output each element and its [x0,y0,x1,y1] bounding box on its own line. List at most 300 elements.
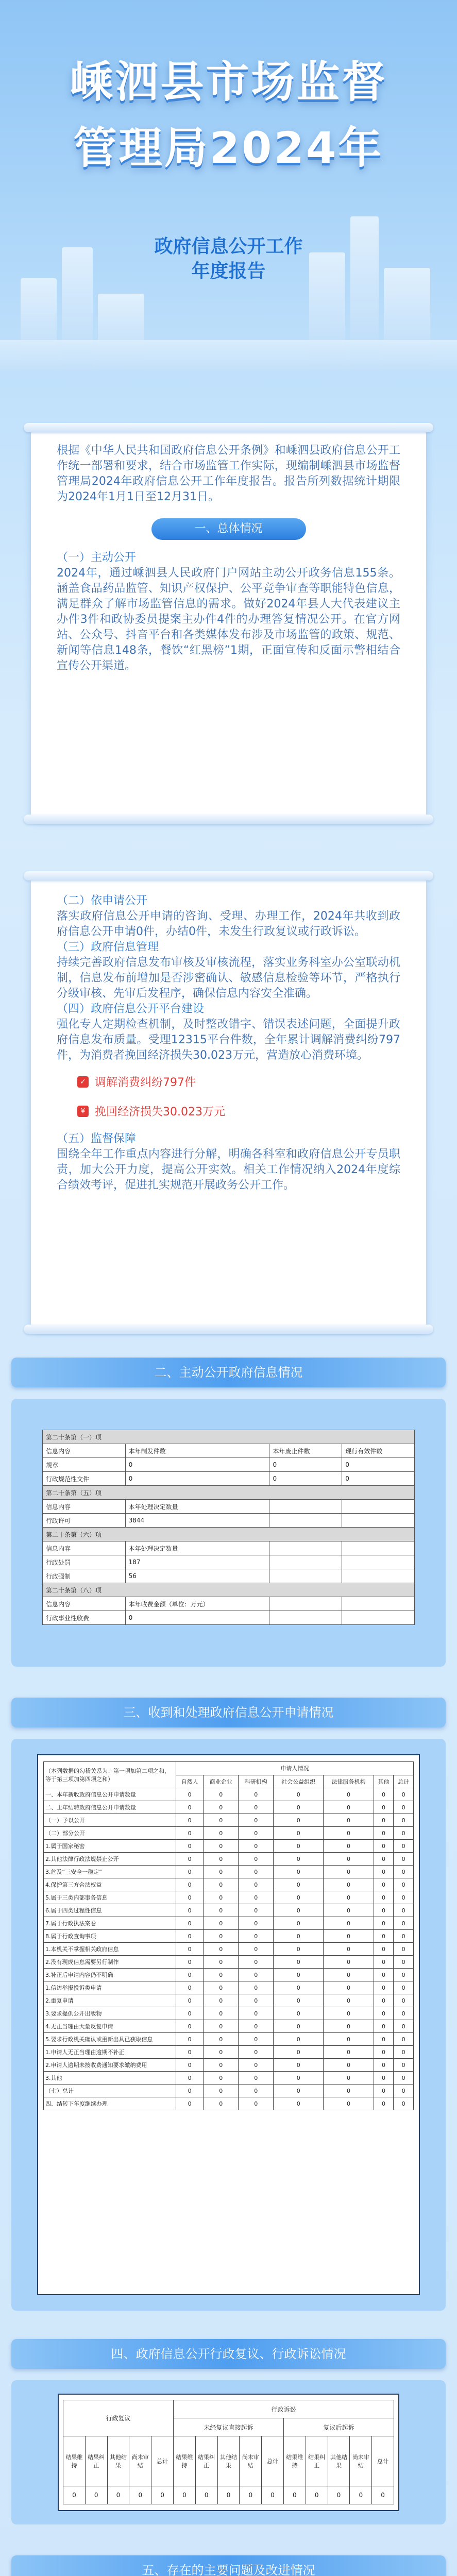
row-label: 3.补正后申请内容仍不明确 [44,1969,176,1981]
column-header: 结果纠正 [195,2436,217,2486]
table-cell: 0 [274,1866,324,1878]
post-review-lawsuit-header: 复议后起诉 [283,2418,394,2436]
row-label: 一、本年新收政府信息公开申请数量 [44,1788,176,1801]
table-cell: 0 [239,2097,274,2110]
table-cell: 0 [274,1827,324,1840]
column-header: 法律服务机构 [324,1775,374,1788]
table-cell: 0 [324,1891,374,1904]
table-cell: 0 [274,1814,324,1827]
column-header: 尚未审结 [350,2436,372,2486]
table-cell: 0 [239,1943,274,1956]
row-label: 1.本机关不掌握相关政府信息 [44,1943,176,1956]
column-header: 总计 [262,2436,284,2486]
column-header: 总计 [394,1775,414,1788]
supervision-heading: （五）监督保障 [57,1132,137,1145]
table-cell: 0 [324,2020,374,2033]
table-cell: 0 [176,1994,204,2007]
table-cell: 0 [394,1853,414,1866]
table-cell: 0 [274,1930,324,1943]
table-cell: 0 [204,2007,239,2020]
table-cell: 0 [274,1917,324,1930]
intro-text: 根据《中华人民共和国政府信息公开条例》和嵊泗县政府信息公开工作统一部署和要求，结合市场监管工作实际，现编制嵊泗县市场监督管理局2024年政府信息公开工作年度报告。报告所列数据统计期限为2024年1月1日至12月31日。 [57,444,400,503]
column-header: 总计 [372,2436,394,2486]
column-header: 总计 [151,2436,174,2486]
table-cell: 0 [239,2084,274,2097]
table-cell: 0 [239,1853,274,1866]
table-cell: 0 [350,2486,372,2504]
row-label: 4.保护第三方合法权益 [44,1878,176,1891]
table-row [43,1514,415,1528]
table-row [43,1569,415,1583]
table-cell: 0 [394,2084,414,2097]
table-cell: 0 [374,2072,394,2084]
table-cell: 0 [324,1994,374,2007]
table-cell [342,1500,415,1514]
table-cell: 0 [125,1472,269,1486]
table-cell: 0 [394,1981,414,1994]
table-cell [269,1500,342,1514]
table-cell [342,1611,415,1625]
table-cell: 0 [204,1904,239,1917]
management-heading: （三）政府信息管理 [57,941,159,954]
table-cell [269,1611,342,1625]
table-cell [342,1569,415,1583]
table-cell: 0 [239,1917,274,1930]
table-cell: 本年收费金额（单位：万元） [125,1597,269,1611]
table-row [43,1611,415,1625]
table-cell: 3844 [125,1514,269,1528]
table-cell: 0 [394,1956,414,1969]
table-cell: 0 [239,1969,274,1981]
table-cell: 0 [274,2084,324,2097]
table-cell: 信息内容 [43,1444,126,1458]
table-cell: 0 [324,1840,374,1853]
table-cell: 0 [324,1917,374,1930]
table-cell: 0 [239,2033,274,2046]
active-disclosure-text: 2024年，通过嵊泗县人民政府门户网站主动公开政务信息155条。涵盖食品药品监管、知识产权保护、公平竞争审查等职能特色信息，满足群众了解市场监管信息的需求。做好2024年县人大代表建议主办件3件和政协委员提案主办件4件的办理答复情况公开。在官方网站、公众号、抖音平台和各类媒体发布涉及市场监管的政策、规范、新闻等信息148条，餐饮“红黑榜”1期，正面宣传和反面示警相结合宣传公开渠道。 [57,567,400,672]
table-cell: 0 [274,1943,324,1956]
table-cell: 0 [274,1969,324,1981]
table-cell: 0 [274,2097,324,2110]
table-cell: 0 [324,2033,374,2046]
table-cell: 0 [394,1969,414,1981]
column-header: 其他 [374,1775,394,1788]
table-cell: 0 [176,2007,204,2020]
table-row [44,1969,414,1981]
table-cell: 0 [176,1840,204,1853]
table-cell [342,1541,415,1555]
table-row [44,1943,414,1956]
table-cell: 0 [394,1814,414,1827]
column-header: 商业企业 [204,1775,239,1788]
table-cell: 0 [324,1866,374,1878]
table-cell: 0 [374,1904,394,1917]
table-cell: 规章 [43,1458,126,1472]
table-cell: 0 [394,1917,414,1930]
table-cell [269,1514,342,1528]
table-cell: 0 [239,1994,274,2007]
table-cell: 0 [342,1458,415,1472]
table-row [44,1866,414,1878]
table-cell: 0 [204,2059,239,2072]
table-cell: 0 [394,1827,414,1840]
table-cell: 0 [374,1891,394,1904]
table-cell: 0 [394,1930,414,1943]
table-header-left: （本列数据的勾稽关系为：第一项加第二项之和，等于第三项加第四项之和） [44,1762,176,1788]
table-row [44,2059,414,2072]
table-cell: 0 [274,1956,324,1969]
review-litigation-panel [11,2380,446,2524]
table-cell: 0 [85,2486,107,2504]
row-label: 四、结转下年度继续办理 [44,2097,176,2110]
table-cell: 0 [324,1853,374,1866]
table-cell [342,1555,415,1569]
table-cell: 0 [204,2033,239,2046]
table-cell: 行政处罚 [43,1555,126,1569]
row-label: 8.属于行政查询事项 [44,1930,176,1943]
table-cell: 0 [239,1840,274,1853]
table-cell: 0 [324,1878,374,1891]
row-label: 3.要求提供公开出版物 [44,2007,176,2020]
table-cell: 信息内容 [43,1541,126,1555]
table-cell: 0 [274,1981,324,1994]
hero-banner [0,0,457,371]
applications-panel [11,1739,446,2311]
row-label: 6.属于四类过程性信息 [44,1904,176,1917]
table-row [43,1597,415,1611]
table-cell: 0 [374,1917,394,1930]
table-cell: 0 [239,2007,274,2020]
table-cell [269,1569,342,1583]
table-row [43,1458,415,1472]
table-header-top: 申请人情况 [176,1762,414,1775]
table-cell: 0 [324,1788,374,1801]
table-cell: 本年制发件数 [125,1444,269,1458]
table-cell: 187 [125,1555,269,1569]
row-label: 2.重复申请 [44,1994,176,2007]
table-cell: 0 [204,1891,239,1904]
column-header: 其他结果 [217,2436,240,2486]
table-cell: 0 [176,1788,204,1801]
table-cell: 0 [374,1956,394,1969]
table-cell: 0 [394,1866,414,1878]
table-cell: 信息内容 [43,1500,126,1514]
table-cell: 0 [239,2072,274,2084]
report-subtitle [0,234,457,284]
table-cell: 0 [274,1994,324,2007]
table-cell: 本年废止件数 [269,1444,342,1458]
table-cell: 0 [173,2486,195,2504]
table-cell: 0 [324,2072,374,2084]
management-text: 持续完善政府信息发布审核及审核流程，落实业务科室办公室联动机制，信息发布前增加是否涉密确认、敏感信息检验等环节，严格执行分级审核、先审后发程序，确保信息内容安全准确。 [57,956,400,1000]
table-cell: 0 [239,2059,274,2072]
table-cell: 0 [239,2046,274,2059]
table-cell: 0 [274,2072,324,2084]
money-icon: ¥ [77,1106,89,1117]
table-cell: 0 [204,1917,239,1930]
section-1-title: 一、总体情况 [151,518,306,540]
table-cell: 0 [274,1840,324,1853]
table-cell: 0 [63,2486,86,2504]
table-cell: 0 [394,2059,414,2072]
table-section-header: 第二十条第（八）项 [43,1583,415,1597]
table-cell: 0 [374,1801,394,1814]
table-cell: 0 [374,2059,394,2072]
table-cell: 0 [374,1827,394,1840]
table-cell: 0 [394,1788,414,1801]
active-disclosure-panel [11,1399,446,1667]
table-row [44,1840,414,1853]
table-cell: 0 [204,1814,239,1827]
table-cell: 0 [204,1981,239,1994]
table-cell [342,1597,415,1611]
title-line-1: 嵊泗县市场监督 [70,57,387,107]
table-cell: 0 [176,1904,204,1917]
table-cell: 0 [274,2007,324,2020]
table-cell: 0 [239,1788,274,1801]
intro-card [31,428,426,819]
table-cell: 0 [204,2072,239,2084]
table-cell: 0 [374,2046,394,2059]
table-cell: 0 [217,2486,240,2504]
table-cell: 0 [324,1930,374,1943]
table-cell: 0 [283,2486,306,2504]
table-cell: 0 [176,1801,204,1814]
table-cell: 0 [374,1969,394,1981]
table-row [44,1827,414,1840]
litigation-group-header: 行政诉讼 [173,2400,394,2418]
table-cell: 0 [176,1814,204,1827]
table-cell: 0 [204,2097,239,2110]
title-line-2: 管理局2024年 [73,123,384,173]
table-cell: 0 [374,1788,394,1801]
table-row [44,2097,414,2110]
active-disclosure-heading: （一）主动公开 [57,551,137,564]
table-cell: 0 [239,1801,274,1814]
table-cell: 0 [394,1878,414,1891]
section-4-title: 四、政府信息公开行政复议、行政诉讼情况 [11,2339,446,2369]
table-cell: 0 [374,1878,394,1891]
table-cell: 0 [240,2486,262,2504]
row-label: （二）部分公开 [44,1827,176,1840]
table-cell: 0 [394,2072,414,2084]
table-row [44,1801,414,1814]
table-cell: 0 [394,1801,414,1814]
row-label: 二、上年结转政府信息公开申请数量 [44,1801,176,1814]
table-row [44,2084,414,2097]
application-heading: （二）依申请公开 [57,894,148,907]
table-cell: 0 [204,1827,239,1840]
table-cell: 0 [262,2486,284,2504]
row-label: （七）总计 [44,2084,176,2097]
table-cell: 0 [324,2084,374,2097]
review-group-header: 行政复议 [63,2400,174,2436]
table-cell: 0 [324,1943,374,1956]
row-label: 5.属于三类内部事务信息 [44,1891,176,1904]
table-cell: 0 [239,2020,274,2033]
table-cell: 行政事业性收费 [43,1611,126,1625]
table-cell: 0 [204,1853,239,1866]
table-cell: 0 [274,1788,324,1801]
table-cell: 0 [176,2033,204,2046]
row-label: 1.属于国家秘密 [44,1840,176,1853]
table-cell: 0 [324,2007,374,2020]
platform-heading: （四）政府信息公开平台建设 [57,1003,205,1015]
column-header: 尚未审结 [240,2436,262,2486]
table-cell: 0 [394,1943,414,1956]
table-cell: 0 [274,2046,324,2059]
table-row [44,1853,414,1866]
table-cell: 0 [274,1878,324,1891]
table-cell: 0 [324,1904,374,1917]
table-cell: 0 [204,1840,239,1853]
table-cell: 0 [239,1814,274,1827]
table-cell: 0 [204,1788,239,1801]
table-cell: 0 [204,2084,239,2097]
table-cell: 0 [176,1956,204,1969]
section-5-title: 五、存在的主要问题及改进情况 [11,2555,446,2576]
table-row [44,1956,414,1969]
table-cell: 0 [324,1956,374,1969]
table-cell: 0 [324,1801,374,1814]
table-cell: 0 [394,2033,414,2046]
table-cell: 0 [176,1981,204,1994]
table-cell: 0 [204,1969,239,1981]
table-cell: 0 [274,1853,324,1866]
table-cell: 0 [306,2486,328,2504]
section-2-title: 二、主动公开政府信息情况 [11,1358,446,1387]
column-header: 结果纠正 [85,2436,107,2486]
section-3-title: 三、收到和处理政府信息公开申请情况 [11,1698,446,1727]
table-row [43,1541,415,1555]
table-cell: 0 [324,2046,374,2059]
table-row [44,2033,414,2046]
table-cell: 0 [176,1969,204,1981]
table-row [44,1981,414,1994]
table-cell: 0 [274,2059,324,2072]
table-row [44,2046,414,2059]
table-cell: 0 [151,2486,174,2504]
table-cell [269,1555,342,1569]
direct-lawsuit-header: 未经复议直接起诉 [173,2418,283,2436]
table-cell: 0 [176,2072,204,2084]
application-text: 落实政府信息公开申请的咨询、受理、办理工作，2024年共收到政府信息公开申请0件，办结0件，未发生行政复议或行政诉讼。 [57,910,400,938]
row-label: 4.无正当理由大量反复申请 [44,2020,176,2033]
table-cell: 0 [107,2486,129,2504]
table-cell: 行政规范性文件 [43,1472,126,1486]
table-cell: 信息内容 [43,1597,126,1611]
subtitle-line-1: 政府信息公开工作 [154,236,303,257]
table-cell: 0 [374,1930,394,1943]
table-cell: 行政许可 [43,1514,126,1528]
column-header: 结果维持 [63,2436,86,2486]
table-cell: 0 [374,2007,394,2020]
table-cell: 0 [328,2486,350,2504]
table-cell: 0 [324,1827,374,1840]
table-cell: 0 [125,1611,269,1625]
table-cell: 0 [239,1981,274,1994]
table-cell: 56 [125,1569,269,1583]
table-cell: 0 [394,2007,414,2020]
table-cell: 0 [204,2046,239,2059]
table-cell: 0 [374,1866,394,1878]
table-row [44,1904,414,1917]
table-row [44,1878,414,1891]
table-cell: 0 [176,1866,204,1878]
row-label: 7.属于行政执法案卷 [44,1917,176,1930]
table-cell: 0 [239,1956,274,1969]
table-row [43,1555,415,1569]
table-cell: 0 [239,1891,274,1904]
table-cell [269,1597,342,1611]
table-row [44,2020,414,2033]
table-cell: 0 [176,2084,204,2097]
table-row [44,1788,414,1801]
table-cell: 行政强制 [43,1569,126,1583]
table-row [43,1472,415,1486]
table-cell [269,1541,342,1555]
table-cell: 0 [394,1891,414,1904]
supervision-text: 围绕全年工作重点内容进行分解，明确各科室和政府信息公开专员职责，加大公开力度，提高公开实效。相关工作情况纳入2024年度综合绩效考评，促进扎实规范开展政务公开工作。 [57,1148,400,1192]
table-cell: 0 [204,1866,239,1878]
table-row [43,1486,415,1500]
active-disclosure-table [42,1430,415,1625]
row-label: 2.没有现成信息需要另行制作 [44,1956,176,1969]
table-cell: 0 [324,1969,374,1981]
column-header: 其他结果 [107,2436,129,2486]
table-row [44,1891,414,1904]
table-cell: 0 [324,2059,374,2072]
table-cell: 0 [176,1943,204,1956]
table-cell: 0 [274,1904,324,1917]
table-cell: 0 [176,2020,204,2033]
table-cell: 0 [374,2097,394,2110]
column-header: 自然人 [176,1775,204,1788]
table-cell: 0 [239,1904,274,1917]
column-header: 结果纠正 [306,2436,328,2486]
row-label: 2.其他法律行政法规禁止公开 [44,1853,176,1866]
stat-badge-1: ✓ 调解消费纠纷797件 [77,1074,400,1090]
table-row [44,1814,414,1827]
table-row [43,1583,415,1597]
table-cell: 0 [176,1827,204,1840]
table-cell: 0 [269,1458,342,1472]
table-section-header: 第二十条第（六）项 [43,1528,415,1541]
table-section-header: 第二十条第（五）项 [43,1486,415,1500]
table-cell: 0 [204,1994,239,2007]
row-label: （一）予以公开 [44,1814,176,1827]
table-cell: 0 [204,1956,239,1969]
table-cell: 0 [374,1853,394,1866]
table-cell: 0 [274,1891,324,1904]
table-cell: 0 [274,2020,324,2033]
column-header: 科研机构 [239,1775,274,1788]
table-cell: 0 [374,1994,394,2007]
table-row [43,1528,415,1541]
table-row [44,1994,414,2007]
column-header: 社会公益组织 [274,1775,324,1788]
handshake-icon: ✓ [77,1076,89,1088]
table-cell [342,1514,415,1528]
table-cell: 0 [374,2084,394,2097]
table-cell: 0 [204,1943,239,1956]
table-row [43,1444,415,1458]
row-label: 1.信访举报投诉类申请 [44,1981,176,1994]
stat-badge-2: ¥ 挽回经济损失30.023万元 [77,1103,400,1119]
row-label: 2.申请人逾期未按收费通知要求缴纳费用 [44,2059,176,2072]
table-cell: 0 [394,2020,414,2033]
table-cell: 0 [374,1981,394,1994]
